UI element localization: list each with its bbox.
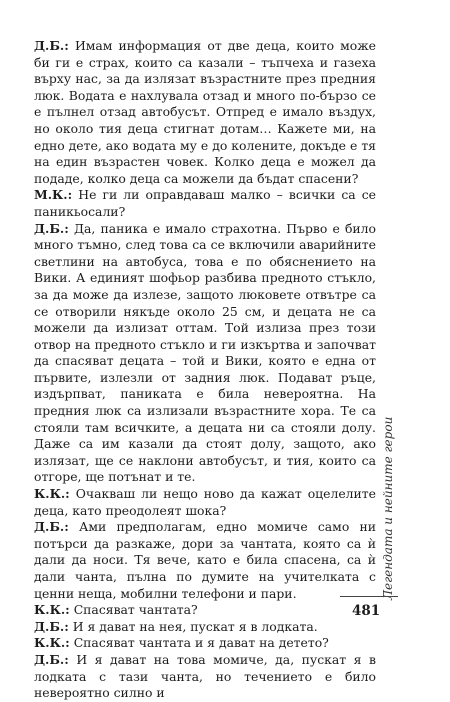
speaker-label: Д.Б.:: [34, 38, 69, 53]
paragraph-7: [34, 619, 376, 636]
paragraph-text: И я дават на това момиче, да, пускат я в лодката с тази чанта, но течението е било невероятно силно и: [34, 651, 376, 701]
paragraph-text: Да, паника е имало страхотна. Първо е било много тъмно, след това са се включили аварийните светлини на автобуса, това е по обяснението на Вики. А единият шофьор разбива предното стъкло, за да може да излезе, защото люковете отвътре са се отворили някъде около 25 см, и децата не са можели да излизат оттам. Той излиза през този отвор на предното стъкло и ги изкъртва и започват да спасяват децата – той и Вики, която е една от първите, излезли от задния люк. Подават ръце, издърпват, паниката е била невероятна. На предния люк са излизали възрастните хора. Те са стояли там всичките, а децата ни са стояли долу. Даже са им казали да стоят долу, защото, ако излязат, ще се наклони автобусът, и тия, които са отгоре, ще потънат и те.: [34, 220, 376, 485]
paragraph-5: [34, 519, 376, 602]
paragraph-text: Ами предполагам, едно момиче само ни потърси да разкаже, дори за чантата, която са ѝ дали да носи. Тя вече, като е била спасена, са ѝ дали чанта, пълна по думите на учителката с ценни неща, мобилни телефони и пари.: [34, 519, 376, 601]
footer-rule: [340, 596, 398, 597]
speaker-label: Д.Б.:: [34, 519, 69, 535]
paragraph-text: И я дават на нея, пускат я в лодката.: [68, 618, 318, 634]
speaker-label: К.К.:: [34, 486, 70, 502]
interview-text: [34, 38, 376, 702]
paragraph-6: [34, 602, 376, 619]
paragraph-text: Не ги ли оправдаваш малко – всички са се паникьосали?: [34, 187, 376, 219]
speaker-label: М.К.:: [34, 187, 73, 203]
paragraph-text: Очакваш ли нещо ново да кажат оцелелите деца, като преодолеят шока?: [34, 486, 376, 518]
paragraph-2: [34, 187, 376, 220]
speaker-label: Д.Б.:: [34, 651, 69, 667]
page-number: 481: [352, 603, 381, 619]
paragraph-8: [34, 635, 376, 652]
running-title-container: [378, 415, 398, 600]
speaker-label: Д.Б.:: [34, 618, 69, 634]
paragraph-text: Спасяват чантата и я дават на детето?: [69, 635, 329, 651]
paragraph-text: Имам информация от две деца, които може би ги е страх, които са казали – тъпчеха и газеха върху нас, за да излязат възрастните през предния люк. Водата е нахлувала отзад и много по-бързо се е пълнел отзад автобусът. Отпред е имало въздух, но около тия деца стигнат дотам… Кажете ми, на едно дете, ако водата му е до колените, докъде е тя на един възрастен човек. Колко деца е можел да подаде, колко деца са можели да бъдат спасени?: [34, 38, 376, 186]
running-title: Легендата и нейните герои: [381, 416, 395, 600]
speaker-label: Д.Б.:: [34, 220, 69, 236]
paragraph-9: [34, 652, 376, 702]
speaker-label: К.К.:: [34, 635, 70, 651]
paragraph-4: [34, 486, 376, 519]
paragraph-1: [34, 38, 376, 187]
paragraph-text: Спасяват чантата?: [69, 602, 198, 618]
paragraph-3: [34, 221, 376, 487]
speaker-label: К.К.:: [34, 602, 70, 618]
